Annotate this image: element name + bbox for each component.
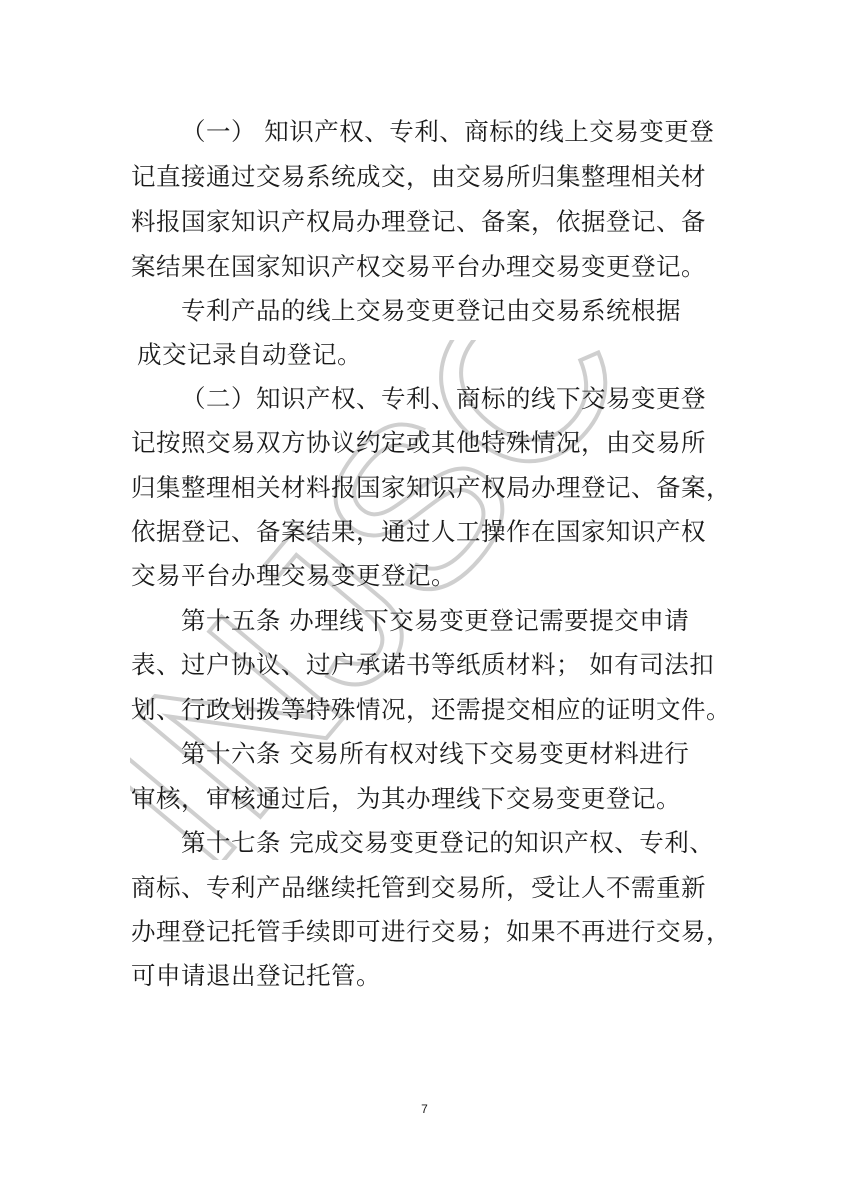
text-line: 案结果在国家知识产权交易平台办理交易变更登记。 xyxy=(131,252,706,281)
text-line: 料报国家知识产权局办理登记、备案，依据登记、备 xyxy=(131,207,706,236)
text-line: 归集整理相关材料报国家知识产权局办理登记、备案， xyxy=(131,473,731,502)
text-line: 交易平台办理交易变更登记。 xyxy=(131,561,456,590)
text-line: 办理登记托管手续即可进行交易；如果不再进行交易， xyxy=(131,917,731,946)
text-line: （二）知识产权、专利、商标的线下交易变更登 xyxy=(181,384,706,413)
text-line: 划、行政划拨等特殊情况，还需提交相应的证明文件。 xyxy=(131,695,731,724)
text-line: 商标、专利产品继续托管到交易所，受让人不需重新 xyxy=(131,873,706,902)
text-line: （一） 知识产权、专利、商标的线上交易变更登 xyxy=(181,117,715,146)
watermark-text: INJSC xyxy=(130,340,650,860)
text-line: 第十五条 办理线下交易变更登记需要提交申请 xyxy=(181,606,690,635)
text-line: 记按照交易双方协议约定或其他特殊情况，由交易所 xyxy=(131,428,706,457)
text-line: 记直接通过交易系统成交，由交易所归集整理相关材 xyxy=(131,162,706,191)
text-line: 成交记录自动登记。 xyxy=(137,340,362,369)
text-line: 第十六条 交易所有权对线下交易变更材料进行 xyxy=(181,739,690,768)
watermark-graphic xyxy=(130,340,650,860)
watermark xyxy=(130,340,650,860)
text-line: 审核，审核通过后，为其办理线下交易变更登记。 xyxy=(131,784,681,813)
page-number: 7 xyxy=(421,1102,428,1116)
text-line: 依据登记、备案结果，通过人工操作在国家知识产权 xyxy=(131,517,706,546)
text-line: 第十七条 完成交易变更登记的知识产权、专利、 xyxy=(181,828,715,857)
text-line: 可申请退出登记托管。 xyxy=(131,961,381,990)
text-line: 专利产品的线上交易变更登记由交易系统根据 xyxy=(181,296,681,325)
text-line: 表、过户协议、过户承诺书等纸质材料； 如有司法扣 xyxy=(131,650,715,679)
